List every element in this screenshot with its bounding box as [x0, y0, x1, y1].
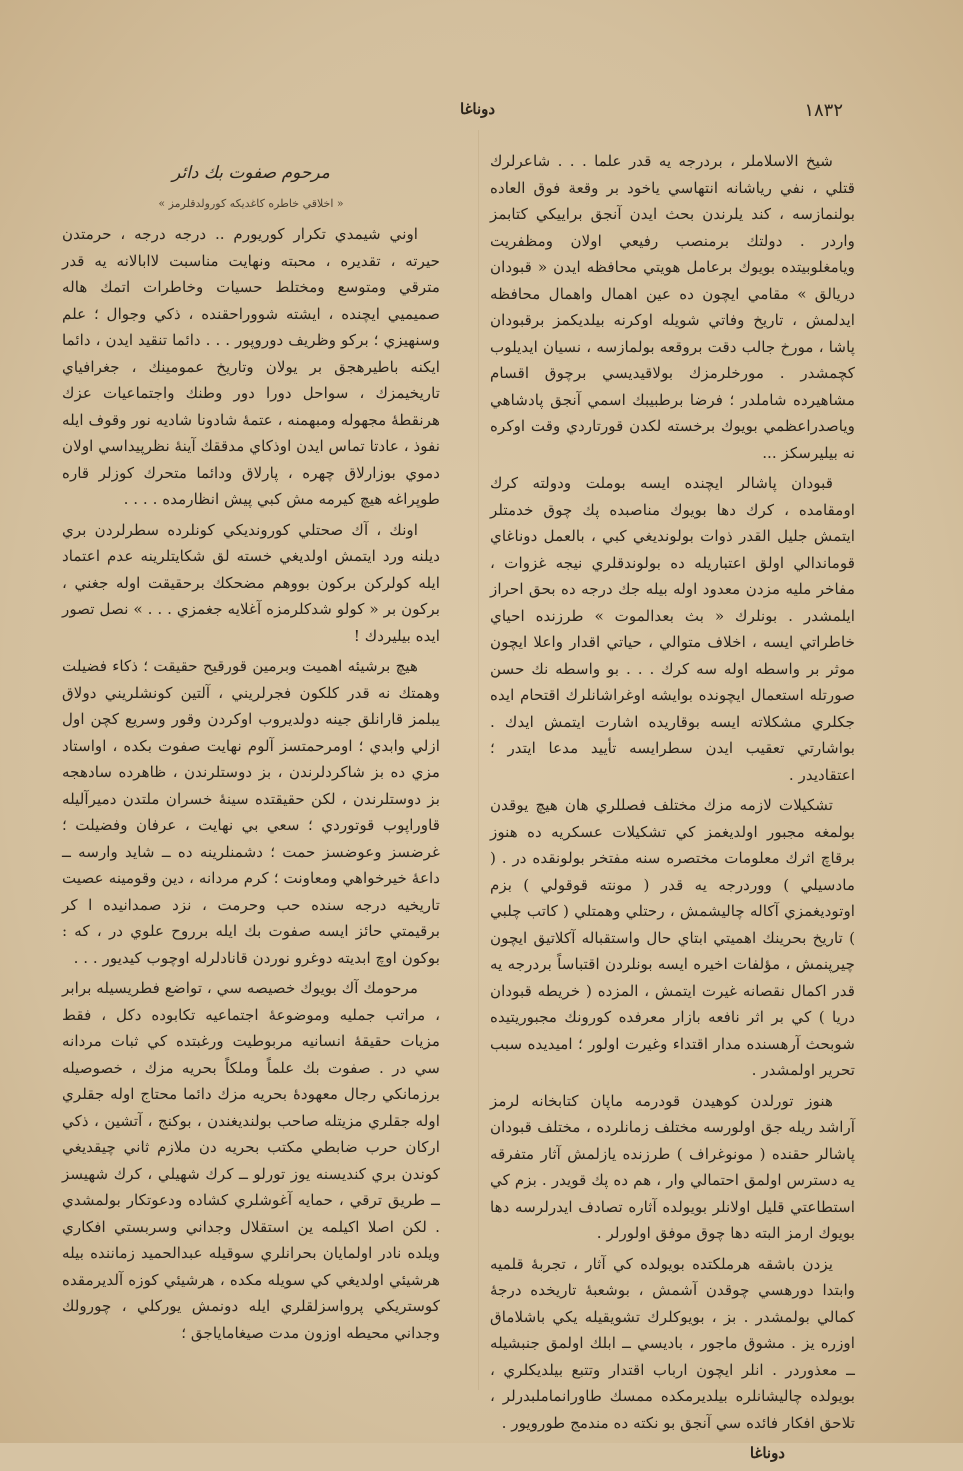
- page-header: [60, 100, 903, 130]
- paragraph: قبودان پاشالر ايچنده ايسه بوملت ودولته كرك اومقامده ، كرك دها بويوك مناصبده پك چوق خدمتلر ايتمش جليل القدر ذوات بولونديغي كبي ، بالعمل دوناغاي قوماندالي اولق اعتباريله ده بولوندقلري نيجه غزوات ، مفاخر مليه مزدن معدود اوله بيله جك درجه ده بحق احراز ايلمشدر . بونلرك « بث بعدالموت » طرزنده احياي خاطراتي ايسه ، اخلاف متوالي ، حياتي اقدار واعلا ايچون موثر بر واسطه اوله سه كرك . . . بو واسطه نك حسن صورتله استعمال ايچونده بوايشه اوغراشانلرك اقتحام ايده جكلري مشكلاته ايسه بوقاريده اشارت ايتمش ايدك . بواشارتي تعقيب ايدن سطرايسه تأييد مدعا ايتدر ؛ اعتقاديدر .: [490, 474, 855, 784]
- paragraph: يزدن باشقه هرملكتده بويولده كي آثار ، تجربهٔ قلميه وابتدا دورهسي چوقدن آشمش ، بوشعبهٔ تاريخده درجهٔ كمالي بولمشدر . بز ، بويوكلرك تشويقيله يكي باشلاماق اوزره يز . مشوق ماجور ، باديسي ــ ابلك اولمق جنبشيله ــ معذوردر . انلر ايچون ارباب اقتدار وتتبع بيلديكلري ، بويولده چاليشانلره بيلديرمكده ممسك طاورانماملبدرلر ، تلاحق افكار فائده سي آنجق بو نكته ده مندمج طورويور .: [490, 1254, 855, 1432]
- paragraph: اونك ، آك صحتلي كورونديكي كونلرده سطرلردن بري ديلنه ورد ايتمش اولديغي خسته لق شكايتلرينه عدم اعتماد ايله كولركن بركون بووهم مضحكك برحقيقت اوله جغني ، بركون بر « كولو شدكلرمزه آغلايه جغمزي . . . » نصل تصور ايده بيليردك !: [62, 520, 440, 645]
- paragraph: هيچ برشيئه اهميت وبرمين قورقيح حقيقت ؛ ذكاء فضيلت وهمتك نه قدر كلكون فجرلريني ، آلتين كونشلريني دولاق يبلمز قارانلق جينه دولديروب اوكردن وقور وسريع كچن اول ازلي وابدي ؛ اومرحمتسز آلوم نهايت صفوت بكده ، اواستاد مزي ده بز شاكردلرندن ، بز دوستلرندن ، ظاهرده سادهجه بز دوستلرندن ، لكن حقيقتده سينهٔ خسران ملتدن دميرآليله قاوراپوب قوتوردي ؛ سعي بي نهايت ، عرفان وفضيلت ؛ غرضسز وعوضسز حمت ؛ دشمنلرينه ده ــ شايد وارسه ــ داعهٔ خيرخواهي ومعاونت ؛ كرم مردانه ، دين وقومينه عصيت تاريخيه درجه سنده حب وحرمت ، نزد صمدانيده ا كر برقيمتي حائز ايسه صفوت بك ايله برروح علوي در ، كه : بوكون اوچ ابديته دوغرو نوردن قانادلرله اوچوب كيديور . . .: [62, 657, 440, 967]
- author-signature: دوناغا: [749, 1444, 785, 1462]
- left-column: [62, 160, 440, 1350]
- article-subtitle: « اخلاقي خاطره كاغديكه كورولدقلرمز »: [158, 196, 344, 210]
- journal-title: دوناغا: [460, 100, 496, 118]
- column-divider: [478, 130, 479, 1390]
- paragraph: هنوز تورلدن كوهيدن قودرمه ماپان كتابخانه لرمز آراشد ريله جق اولورسه مختلف زمانلرده ، مختلف قبودان پاشالر حقنده ( مونوغراف ) طرزنده يازلمش آثار متفرقه يه دسترس اولمق احتمالي وار ، هم ده پك قويدر . بزم كي استطاعتي قليل اولانلر بويولده آثاره تصادف ايدرلرسه دها بويوك ارمز البته دها چوق موفق اولورلر .: [490, 1091, 855, 1242]
- paragraph: مرحومك آك بويوك خصيصه سي ، تواضع فطريسيله برابر ، مراتب جمليه وموضوعهٔ اجتماعيه تكابوده دكل ، فقط مزيات حقيقهٔ انسانيه مربوطيت ورغبتده كي ثبات مردانه سي در . صفوت بك علماً وملكاً بحريه مزك ، خصوصيله برزمانكي رجال معهودهٔ بحريه مزك دائما محتاج اوله جقلري اوله جقلري مزيتله صاحب بولنديغندن ، بوكنج ، آتشين ، ذكي اركان حرب ضابطي مكتب بحريه دن ملازم ثاني چيقديغي كوندن بري كنديسنه يوز تورلو ــ كرك شهيلي ، كرك شهيسز ــ طريق ترقي ، حمايه آغوشلري كشاده ودعوتكار بولمشدي . لكن اصلا اكيلمه ين استقلال وجداني وسربستي افكاري ويلده نادر اولمايان بحرانلري سوقيله عبدالحميد زماننده بيله هرشيئي اولديغي كي سويله مكده ، هرشيئي كوزه آلديرمقده كوستريكي پرواسزلقلري ايله دونمش يوركلي ، چورولك وجداني محيطه اوزون مدت صيغاماياجق ؛: [62, 979, 440, 1342]
- paragraph: تشكيلات لازمه مزك مختلف فصللري هان هيچ يوقدن بولمغه مجبور اولديغمز كي تشكيلات عسكريه ده هنوز برقاچ اثرك معلومات مختصره سنه مفتخر بولونقده در . ( مادسيلي ) ووردرجه يه قدر ( مونته قوقولي ) بزم اوتوديغمزي آكاله چاليشمش ، رحتلي وهمتلي ( كاتب چلبي ) تاريخ بحرينك اهميتي ابتاي حال واستقباله آكلاتيق ايچون چيرپنمش ، مؤلفات اخيره ايسه بونلردن اقتباساً بردرجه يه قدر اكمال نقصانه غيرت ايتمش ، المزده ( خريطه قبودان دريا ) كي بر اثر نافعه بازار معرفده كورونك مجبوريتيده شوبحث آرهسنده مدار اقتداء وغيرت اولور ؛ اميديده سبب تحرير اولمشدر .: [490, 796, 855, 1079]
- page-number: ١٨٣٢: [804, 100, 843, 121]
- article-title: مرحوم صفوت بك دائر: [172, 163, 330, 183]
- right-column: [490, 148, 855, 1471]
- paragraph: شيخ الاسلاملر ، بردرجه يه قدر علما . . . شاعرلرك قتلي ، نفي رياشانه انتهاسي ياخود بر وقعة فوق العاده بولنمازسه ، كند يلرندن بحث ايدن آنجق براييكي كتابمز واردر . دولتك برمنصب رفيعي اولان ومظفريت ويامغلوبيتده بويوك برعامل هويتي محافظه ايدن « قبودان دريالق » مقامي ايچون ده عين اهمال واهمال محافظه ايدلمش ، تاريخ وفاتي شويله اوكرنه بيلديكمز برقبودان پاشا ، مورخ جالب دقت بروقعه بولمازسه ، نسيان ايديلوب كچمشدر . مورخلرمزك بولاقيديسي برچوق اقسام مشاهيرده شاملدر ؛ فرضا برطبيبك اسمي آنجق پادشاهي وياصدراعظمي بويوك برخسته لكدن قورتاردي وقت اوكره نه بيليرسكز ...: [490, 152, 855, 462]
- paragraph: اوني شيمدي تكرار كوريورم .. درجه درجه ، حرمتدن حيرته ، تقديره ، محبته ونهايت مناسبت لاابالانه يه قدر مترقي ومتوسع ومختلط حسيات وخاطرات اتمك هاله صميميي ايچنده ، ايشته شووراحقنده ، ذكي وجوال ؛ علم وسنهيزي ؛ بركو وظريف دوروپور . . . دائما تنقيد ايدن ، دائما ايكنه باطيرهجق بر يولان وتاريخ عمومينك ، جغرافياي تاريخيمزك ، سواحل دورا دور وطنك واجتماعيات عزك هرنقطهٔ مجهوله ومبهمنه ، عتمهٔ شادونا شاديه نور وقوف ايله نفوذ ، عادتا تماس ايدن اوذكاي مدققك آينهٔ نظرپيداسي اولان دموي بوزارلاق چهره ، پارلاق ودائما متحرك كوزلر قاره طوپراغه هيچ كيرمه مش كبي پيش انظارمده . . . .: [62, 225, 440, 508]
